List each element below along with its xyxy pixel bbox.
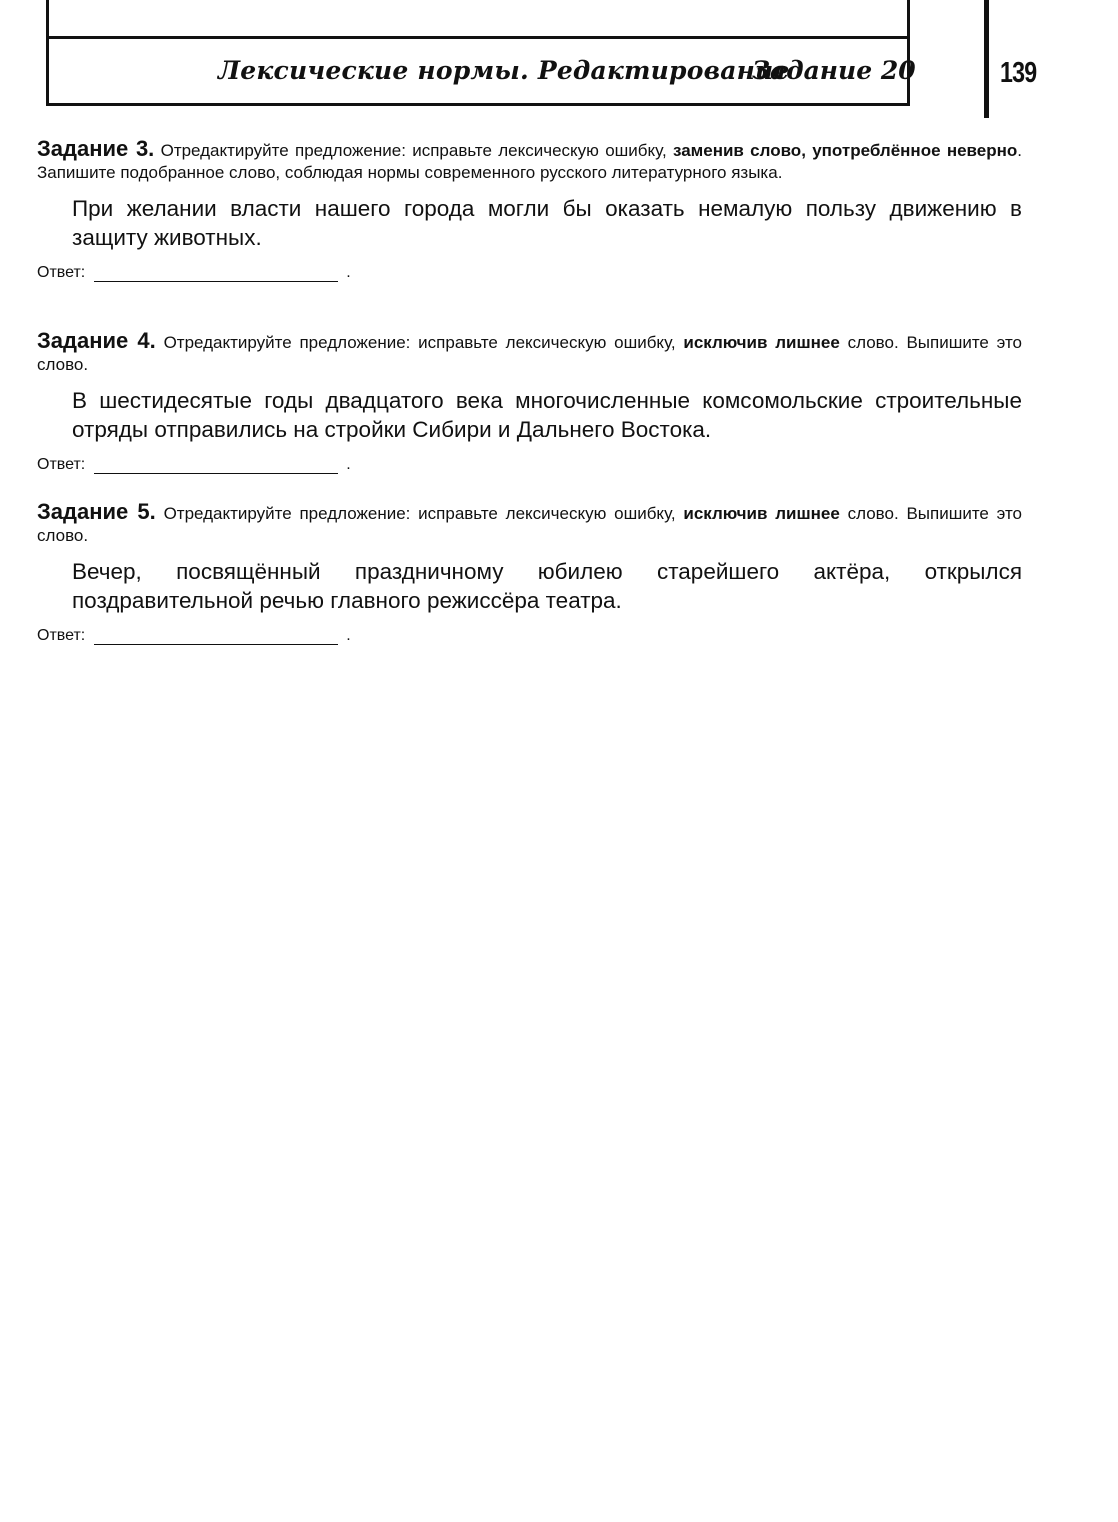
task-4-sentence: В шестидесятые годы двадцатого века многочисленные комсомольские строительные отряды отправились на стройки Сибири и Дальнего Востока. — [72, 388, 1022, 442]
task-4-answer-field[interactable] — [94, 459, 338, 474]
task-5-instruction-post: слово. Выпишите это слово. — [37, 504, 1023, 545]
task-4-answer-label: Ответ: — [37, 456, 86, 473]
section-task-number: Задание 20 — [752, 56, 916, 85]
task-4-answer-dot: . — [346, 456, 351, 473]
task-3-instruction-bold: заменив слово, употреблённое неверно — [673, 141, 1018, 160]
task-5-answer-dot: . — [346, 627, 351, 644]
task-5-label: Задание 5. — [37, 499, 156, 524]
task-5-instruction-pre: Отредактируйте предложение: исправьте лексическую ошибку, — [163, 504, 676, 523]
task-4-instruction-post: слово. Выпишите это слово. — [37, 333, 1023, 374]
task-5-answer-label: Ответ: — [37, 627, 86, 644]
task-3-label: Задание 3. — [37, 136, 155, 161]
task-5-instruction-bold: исключив лишнее — [683, 504, 840, 523]
task-3-instruction-pre: Отредактируйте предложение: исправьте лексическую ошибку, — [160, 141, 667, 160]
task-4-instruction-bold: исключив лишнее — [683, 333, 840, 352]
task-4-answer — [37, 456, 1022, 474]
task-4-instruction — [37, 330, 1022, 376]
task-3-instruction-post: . Запишите подобранное слово, соблюдая нормы современного русского литературного языка. — [37, 141, 1022, 182]
task-3-sentence: При желании власти нашего города могли бы оказать немалую пользу движению в защиту животных. — [72, 196, 1022, 250]
task-5-instruction — [37, 501, 1022, 547]
task-3 — [37, 138, 1022, 282]
task-5-answer — [37, 627, 1022, 645]
task-5 — [37, 501, 1022, 645]
task-3-answer-field[interactable] — [94, 267, 338, 282]
task-4-label: Задание 4. — [37, 328, 156, 353]
task-4 — [37, 330, 1022, 474]
task-3-answer-label: Ответ: — [37, 264, 86, 281]
task-5-sentence: Вечер, посвящённый праздничному юбилею старейшего актёра, открылся поздравительной речью главного режиссёра театра. — [72, 559, 1022, 613]
task-3-instruction — [37, 138, 1022, 184]
section-title: Лексические нормы. Редактирование — [218, 56, 790, 85]
header-frame-edge-left — [46, 0, 49, 40]
header-frame-edge-right — [907, 0, 910, 40]
task-5-answer-field[interactable] — [94, 630, 338, 645]
page-number-rule — [984, 0, 989, 118]
page-number: 139 — [1000, 57, 1037, 89]
task-4-instruction-pre: Отредактируйте предложение: исправьте лексическую ошибку, — [163, 333, 676, 352]
task-3-answer — [37, 264, 1022, 282]
task-3-answer-dot: . — [346, 264, 351, 281]
